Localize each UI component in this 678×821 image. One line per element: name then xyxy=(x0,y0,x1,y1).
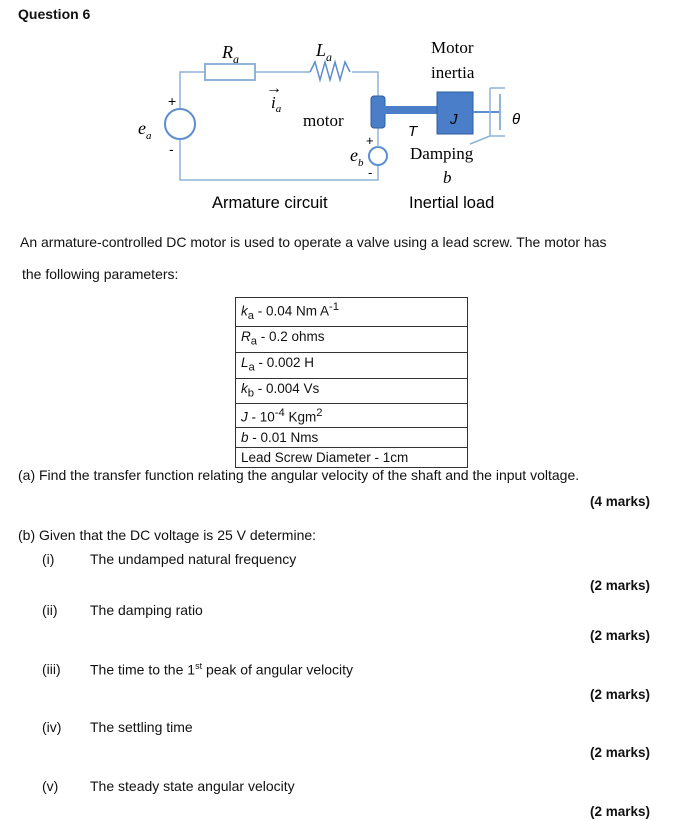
table-row: $R_a - 0.2$ ohms xyxy=(236,327,468,353)
eb-plus: + xyxy=(366,133,374,148)
item-number: (v) xyxy=(42,778,59,794)
label-b: b xyxy=(443,168,452,187)
ea-minus: - xyxy=(169,141,174,157)
caption-armature-circuit: Armature circuit xyxy=(212,194,328,212)
resistor-ra xyxy=(205,64,255,80)
inductor-la xyxy=(310,62,350,80)
label-j: J xyxy=(450,111,458,128)
item-number: (iii) xyxy=(42,661,61,677)
label-torque: T xyxy=(408,123,418,140)
label-motor: Motor xyxy=(431,38,474,57)
part-b-intro: (b) Given that the DC voltage is 25 V determine: xyxy=(18,527,317,543)
label-ia: $i_a$ xyxy=(271,93,282,115)
item-text: The damping ratio xyxy=(90,602,203,618)
item-number: (i) xyxy=(42,551,55,567)
caption-inertial-load: Inertial load xyxy=(409,194,495,212)
part-a-text: (a) Find the transfer function relating the angular velocity of the shaft and the input voltage. xyxy=(18,467,580,483)
table-row: b - 0.01 Nms xyxy=(236,427,468,447)
item-text: The steady state angular velocity xyxy=(90,778,295,794)
item-number: (ii) xyxy=(42,602,58,618)
back-emf-eb xyxy=(369,147,387,165)
ia-arrow: → xyxy=(266,80,282,97)
part-a-marks: (4 marks) xyxy=(589,494,650,509)
motor-circuit-diagram xyxy=(0,0,678,220)
label-ra: $R_a$ xyxy=(222,42,239,66)
table-row: $k_b - 0.004$ Vs xyxy=(236,378,468,404)
intro-line-1: An armature-controlled DC motor is used to operate a valve using a lead screw. The motor has xyxy=(20,234,607,250)
table-row: J - $10^{-4}$ Kgm$^2$ xyxy=(236,404,468,428)
item-text: The undamped natural frequency xyxy=(90,551,297,567)
table-row: $k_a - 0.04$ Nm $A^{-1}$ xyxy=(236,298,468,327)
table-row: Lead Screw Diameter - 1cm xyxy=(236,447,468,467)
ea-plus: + xyxy=(168,93,177,109)
label-damping: Damping xyxy=(410,144,474,163)
voltage-source-ea xyxy=(165,109,195,139)
label-motor-word: motor xyxy=(303,111,344,130)
item-marks: (2 marks) xyxy=(589,745,650,760)
label-ea: $e_a$ xyxy=(138,118,152,142)
label-la: $L_a$ xyxy=(316,40,333,64)
question-title: Question 6 xyxy=(18,6,91,22)
damping-leader xyxy=(470,136,490,144)
item-marks: (2 marks) xyxy=(589,628,650,643)
label-inertia: inertia xyxy=(431,63,475,82)
eb-minus: - xyxy=(368,165,373,180)
item-text: The time to the 1st peak of angular velocity xyxy=(90,661,354,678)
motor-shaft xyxy=(381,106,441,114)
label-theta: θ xyxy=(512,111,521,128)
item-number: (iv) xyxy=(42,719,62,735)
intro-line-2: the following parameters: xyxy=(22,266,179,282)
item-marks: (2 marks) xyxy=(589,687,650,702)
parameters-table xyxy=(235,297,468,468)
label-eb: $e_b$ xyxy=(350,145,364,169)
item-text: The settling time xyxy=(90,719,193,735)
item-marks: (2 marks) xyxy=(589,578,650,593)
table-row: $L_a - 0.002$ H xyxy=(236,352,468,378)
item-marks: (2 marks) xyxy=(589,804,650,819)
